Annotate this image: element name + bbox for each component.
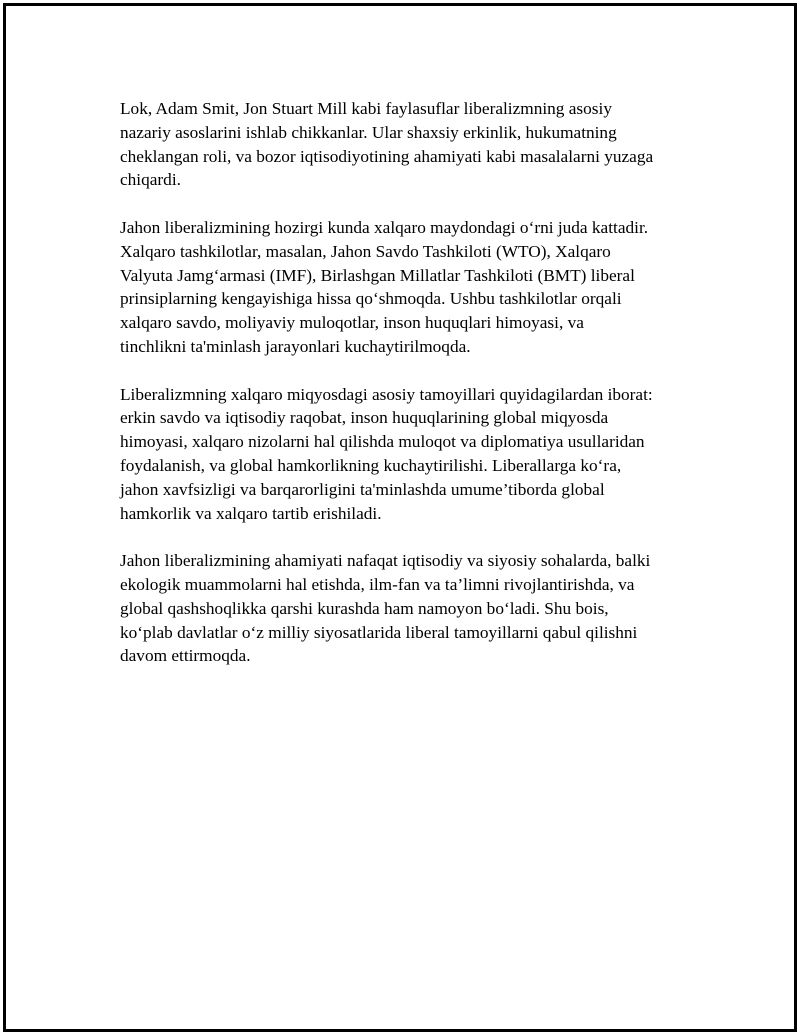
text-line: hamkorlik va xalqaro tartib erishiladi.: [120, 503, 382, 523]
paragraph: [120, 549, 700, 668]
text-line: Liberalizmning xalqaro miqyosdagi asosiy tamoyillari quyidagilardan iborat:: [120, 384, 653, 404]
paragraph: [120, 383, 700, 526]
text-line: erkin savdo va iqtisodiy raqobat, inson huquqlarining global miqyosda: [120, 408, 609, 428]
text-line: prinsiplarning kengayishiga hissa qo‘shmoqda. Ushbu tashkilotlar orqali: [120, 289, 622, 309]
text-line: Valyuta Jamg‘armasi (IMF), Birlashgan Millatlar Tashkiloti (BMT) liberal: [120, 265, 635, 285]
text-line: ekologik muammolarni hal etishda, ilm-fan va ta’limni rivojlantirishda, va: [120, 574, 635, 594]
text-line: xalqaro savdo, moliyaviy muloqotlar, inson huquqlari himoyasi, va: [120, 313, 584, 333]
text-line: ko‘plab davlatlar o‘z milliy siyosatlarida liberal tamoyillarni qabul qilishni: [120, 622, 638, 642]
text-line: nazariy asoslarini ishlab chikkanlar. Ular shaxsiy erkinlik, hukumatning: [120, 122, 617, 142]
text-line: cheklangan roli, va bozor iqtisodiyotining ahamiyati kabi masalalarni yuzaga: [120, 146, 654, 166]
paragraph: [120, 216, 700, 359]
text-line: jahon xavfsizligi va barqarorligini ta'minlashda umume’tiborda global: [120, 479, 605, 499]
text-line: himoyasi, xalqaro nizolarni hal qilishda muloqot va diplomatiya usullaridan: [120, 432, 645, 452]
text-line: Jahon liberalizmining hozirgi kunda xalqaro maydondagi o‘rni juda kattadir.: [120, 217, 649, 237]
paragraph: [120, 97, 700, 192]
text-line: tinchlikni ta'minlash jarayonlari kuchaytirilmoqda.: [120, 336, 471, 356]
page-frame: [3, 3, 797, 1032]
text-line: Xalqaro tashkilotlar, masalan, Jahon Savdo Tashkiloti (WTO), Xalqaro: [120, 241, 611, 261]
text-line: Lok, Adam Smit, Jon Stuart Mill kabi faylasuflar liberalizmning asosiy: [120, 99, 612, 118]
document-body: [120, 97, 700, 692]
text-line: davom ettirmoqda.: [120, 646, 251, 666]
text-line: chiqardi.: [120, 170, 181, 190]
text-line: global qashshoqlikka qarshi kurashda ham namoyon bo‘ladi. Shu bois,: [120, 598, 609, 618]
text-line: Jahon liberalizmining ahamiyati nafaqat iqtisodiy va siyosiy sohalarda, balki: [120, 551, 651, 571]
text-line: foydalanish, va global hamkorlikning kuchaytirilishi. Liberallarga ko‘ra,: [120, 455, 622, 475]
